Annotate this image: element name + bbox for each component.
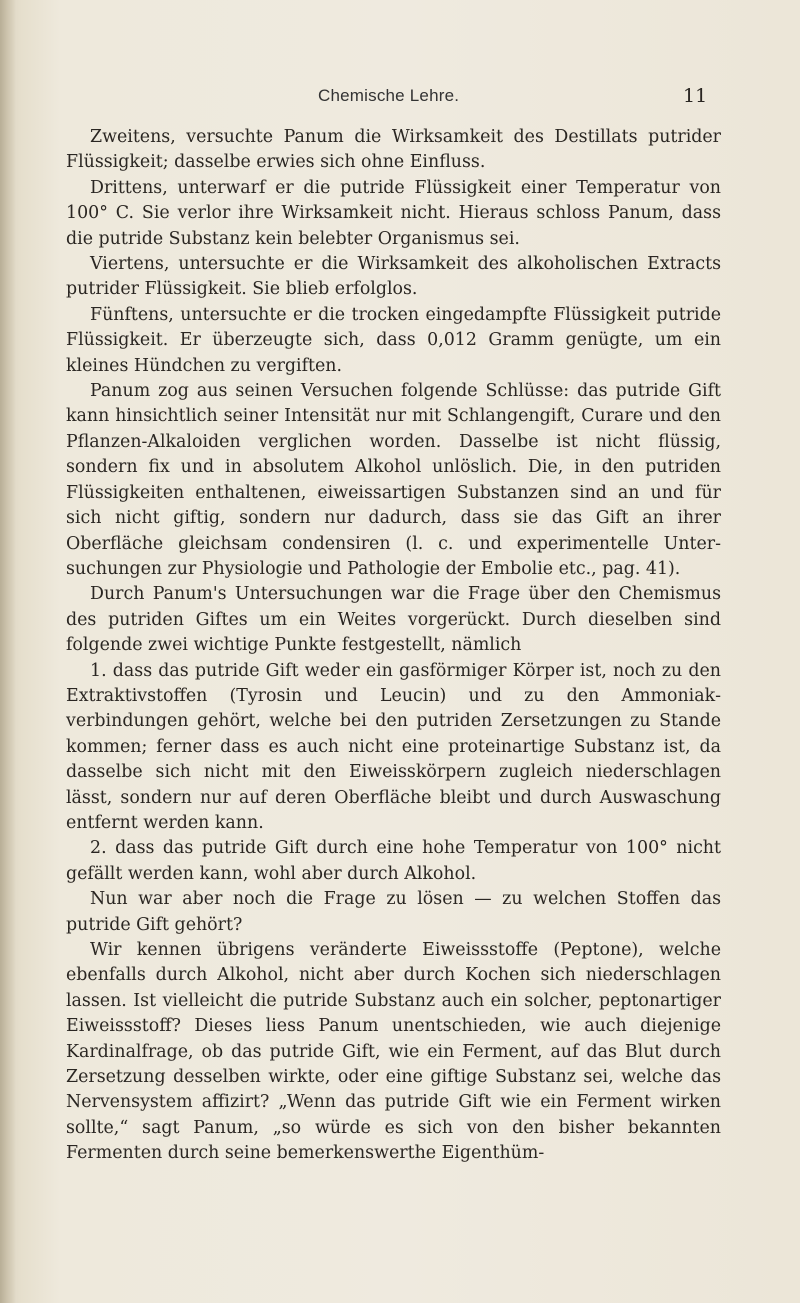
paragraph-peptone: Wir kennen übrigens veränderte Eiweissstoffe (Peptone), welche ebenfalls durch Alkohol, nicht aber durch Kochen sich niederschlagen lassen. Ist vielleicht die putride Substanz auch ein solcher, peptonartiger Eiweissstoff? Dieses liess Panum unentschieden, wie auch diejenige Kardinalfrage, ob das putride Gift, wie ein Ferment, auf das Blut durch Zersetzung desselben wirkte, oder eine giftige Substanz sei, welche das Nervensystem affizirt? „Wenn das putride Gift wie ein Ferment wirken sollte,“ sagt Panum, „so würde es sich von den bisher bekannten Fermenten durch seine bemerkenswerthe Eigenthüm- [66,940,721,1164]
paragraph-fuenftens: Fünftens, untersuchte er die trocken eingedampfte Flüssigkeit putride Flüssigkeit. Er überzeugte sich, dass 0,012 Gramm genügte, um ein kleines Hündchen zu vergiften. [66,304,721,376]
paragraph-punkt-1: 1. dass das putride Gift weder ein gasförmiger Körper ist, noch zu den Extraktivstoffen (Tyrosin und Leucin) und zu den Ammoniakverbindungen gehört, welche bei den putriden Zersetzungen zu Stande kommen; ferner dass es auch nicht eine proteinartige Substanz ist, da dasselbe sich nicht mit den Eiweisskörpern zugleich niederschlagen lässt, sondern nur auf deren Oberfläche bleibt und durch Auswaschung entfernt werden kann. [66,660,721,833]
paragraph-punkt-2: 2. dass das putride Gift durch eine hohe Temperatur von 100° nicht gefällt werden kann, wohl aber durch Alkohol. [66,838,721,884]
paragraph-untersuchungen: Durch Panum's Untersuchungen war die Frage über den Chemismus des putriden Giftes um ein Weites vorgerückt. Durch dieselben sind folgende zwei wichtige Punkte festgestellt, nämlich [66,584,721,656]
body-text [66,125,721,1167]
book-spine-shadow [0,0,16,1303]
paragraph-zweitens: Zweitens, versuchte Panum die Wirksamkeit des Destillats putrider Flüssigkeit; dasselbe erwies sich ohne Einfluss. [66,127,721,173]
paragraph-viertens: Viertens, untersuchte er die Wirksamkeit des alkoholischen Extracts putrider Flüssigkeit. Sie blieb erfolglos. [66,254,721,300]
page-number: 11 [683,85,708,107]
paragraph-schluesse: Panum zog aus seinen Versuchen folgende Schlüsse: das putride Gift kann hinsichtlich seiner Intensität nur mit Schlangengift, Curare und den Pflanzen-Alkaloiden verglichen worden. Dasselbe ist nicht flüssig, sondern fix und in absolutem Alkohol unlöslich. Die, in den putriden Flüssigkeiten enthaltenen, eiweissartigen Substanzen sind an und für sich nicht giftig, sondern nur dadurch, dass sie das Gift an ihrer Oberfläche gleichsam condensiren (l. c. und experimentelle Untersuchungen zur Physiologie und Pathologie der Embolie etc., pag. 41). [66,381,721,579]
running-header [0,86,800,110]
paragraph-frage: Nun war aber noch die Frage zu lösen — zu welchen Stoffen das putride Gift gehört? [66,889,721,935]
header-title: Chemische Lehre. [318,86,460,105]
paragraph-drittens: Drittens, unterwarf er die putride Flüssigkeit einer Temperatur von 100° C. Sie verlor ihre Wirksamkeit nicht. Hieraus schloss Panum, dass die putride Substanz kein belebter Organismus sei. [66,177,721,249]
